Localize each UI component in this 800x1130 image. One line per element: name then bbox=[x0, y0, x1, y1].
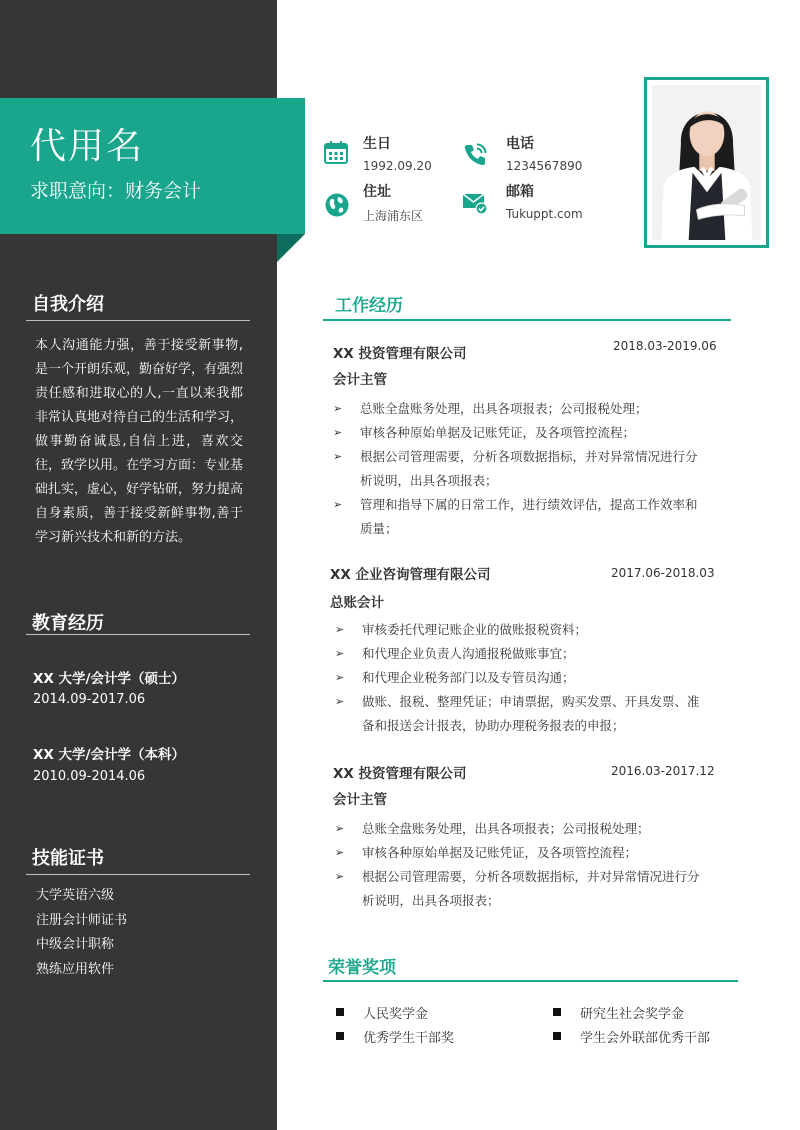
email-label: 邮箱 bbox=[506, 184, 534, 200]
square-bullet-icon bbox=[336, 1008, 344, 1016]
edu-divider bbox=[26, 634, 250, 635]
phone-icon bbox=[462, 142, 488, 168]
job-role: 会计主管 bbox=[333, 372, 387, 388]
award-item: 研究生社会奖学金 bbox=[580, 1007, 685, 1022]
arrow-bullet-icon: ➢ bbox=[335, 647, 345, 660]
birthday-label: 生日 bbox=[363, 136, 391, 152]
duty-item bbox=[331, 666, 703, 690]
arrow-bullet-icon: ➢ bbox=[335, 846, 345, 859]
duty-text: 做账、报税、整理凭证；申请票据，购买发票、开具发票、准备和报送会计报表，协助办理税务报表的申报； bbox=[362, 694, 700, 733]
duty-item bbox=[331, 690, 703, 738]
banner-fold bbox=[277, 234, 305, 262]
skills-list bbox=[36, 884, 127, 982]
duty-item bbox=[329, 421, 701, 445]
phone-label: 电话 bbox=[506, 136, 534, 152]
duty-item bbox=[331, 865, 703, 913]
job-company: XX 企业咨询管理有限公司 bbox=[330, 567, 491, 583]
birthday-value: 1992.09.20 bbox=[363, 159, 432, 173]
skill-item: 熟练应用软件 bbox=[36, 961, 115, 977]
edu-date: 2014.09-2017.06 bbox=[33, 692, 146, 707]
awards-title: 荣誉奖项 bbox=[328, 958, 396, 978]
duty-text: 总账全盘账务处理，出具各项报表；公司报税处理； bbox=[360, 401, 648, 416]
job-company: XX 投资管理有限公司 bbox=[333, 766, 467, 782]
duty-text: 和代理企业税务部门以及专管员沟通； bbox=[362, 670, 575, 685]
work-title: 工作经历 bbox=[335, 296, 403, 316]
job-intent: 求职意向：财务会计 bbox=[30, 180, 202, 202]
skill-item: 中级会计职称 bbox=[36, 937, 115, 952]
arrow-bullet-icon: ➢ bbox=[335, 870, 345, 883]
square-bullet-icon bbox=[336, 1032, 344, 1040]
duty-item bbox=[331, 841, 703, 865]
arrow-bullet-icon: ➢ bbox=[333, 426, 343, 439]
arrow-bullet-icon: ➢ bbox=[335, 822, 345, 835]
address-value: 上海浦东区 bbox=[363, 209, 424, 223]
skills-title: 技能证书 bbox=[32, 848, 104, 869]
job-date: 2018.03-2019.06 bbox=[613, 339, 717, 353]
edu-title: 教育经历 bbox=[32, 613, 104, 634]
duty-list bbox=[331, 817, 703, 913]
address-label: 住址 bbox=[363, 184, 391, 200]
intro-title: 自我介绍 bbox=[32, 294, 104, 315]
intro-text: 本人沟通能力强，善于接受新事物,是一个开朗乐观，勤奋好学，有强烈责任感和进取心的人,一直以来我都非常认真地对待自己的生活和学习，做事勤奋诚恳,自信上进，喜欢交往，致学以用。在学习方面：专业基础扎实，虚心，好学钻研，努力提高自身素质，善于接受新鲜事物,善于学习新兴技术和新的方法。 bbox=[35, 338, 244, 545]
duty-text: 审核各种原始单据及记账凭证，及各项管控流程； bbox=[362, 845, 638, 860]
duty-item bbox=[331, 618, 703, 642]
duty-item bbox=[331, 642, 703, 666]
duty-list bbox=[331, 618, 703, 738]
arrow-bullet-icon: ➢ bbox=[335, 695, 345, 708]
edu-date: 2010.09-2014.06 bbox=[33, 769, 146, 784]
edu-school: XX 大学/会计学（本科） bbox=[33, 747, 185, 763]
portrait-image bbox=[652, 85, 761, 240]
job-company: XX 投资管理有限公司 bbox=[333, 346, 467, 362]
arrow-bullet-icon: ➢ bbox=[335, 671, 345, 684]
arrow-bullet-icon: ➢ bbox=[333, 450, 343, 463]
duty-item bbox=[329, 445, 701, 493]
candidate-name: 代用名 bbox=[30, 126, 145, 167]
duty-text: 审核委托代理记账企业的做账报税资料； bbox=[362, 622, 588, 637]
email-value: Tukuppt.com bbox=[506, 207, 583, 221]
intro-divider bbox=[26, 320, 250, 321]
duty-text: 总账全盘账务处理，出具各项报表；公司报税处理； bbox=[362, 821, 650, 836]
skill-item: 注册会计师证书 bbox=[36, 912, 128, 928]
duty-item bbox=[329, 493, 701, 541]
arrow-bullet-icon: ➢ bbox=[333, 498, 343, 511]
skills-divider bbox=[26, 874, 250, 875]
duty-item bbox=[331, 817, 703, 841]
square-bullet-icon bbox=[553, 1008, 561, 1016]
job-date: 2016.03-2017.12 bbox=[611, 764, 715, 778]
arrow-bullet-icon: ➢ bbox=[335, 623, 345, 636]
square-bullet-icon bbox=[553, 1032, 561, 1040]
duty-list bbox=[329, 397, 701, 541]
award-item: 学生会外联部优秀干部 bbox=[580, 1031, 711, 1046]
duty-text: 管理和指导下属的日常工作，进行绩效评估，提高工作效率和质量； bbox=[360, 497, 698, 536]
job-role: 会计主管 bbox=[333, 792, 387, 808]
awards-divider bbox=[323, 980, 738, 982]
edu-school: XX 大学/会计学（硕士） bbox=[33, 671, 185, 687]
job-role: 总账会计 bbox=[330, 595, 384, 611]
calendar-icon bbox=[323, 139, 349, 165]
duty-item bbox=[329, 397, 701, 421]
duty-text: 根据公司管理需要，分析各项数据指标，并对异常情况进行分析说明，出具各项报表； bbox=[360, 449, 698, 488]
phone-value: 1234567890 bbox=[506, 159, 583, 173]
job-date: 2017.06-2018.03 bbox=[611, 566, 715, 580]
skill-item: 大学英语六级 bbox=[36, 888, 115, 903]
mail-icon bbox=[462, 190, 488, 216]
globe-icon bbox=[324, 192, 350, 218]
work-divider bbox=[323, 319, 731, 321]
duty-text: 根据公司管理需要，分析各项数据指标，并对异常情况进行分析说明，出具各项报表； bbox=[362, 869, 700, 908]
award-item: 人民奖学金 bbox=[363, 1007, 429, 1022]
duty-text: 审核各种原始单据及记账凭证，及各项管控流程； bbox=[360, 425, 636, 440]
duty-text: 和代理企业负责人沟通报税做账事宜； bbox=[362, 646, 575, 661]
arrow-bullet-icon: ➢ bbox=[333, 402, 343, 415]
award-item: 优秀学生干部奖 bbox=[363, 1031, 455, 1046]
profile-photo bbox=[644, 77, 769, 248]
